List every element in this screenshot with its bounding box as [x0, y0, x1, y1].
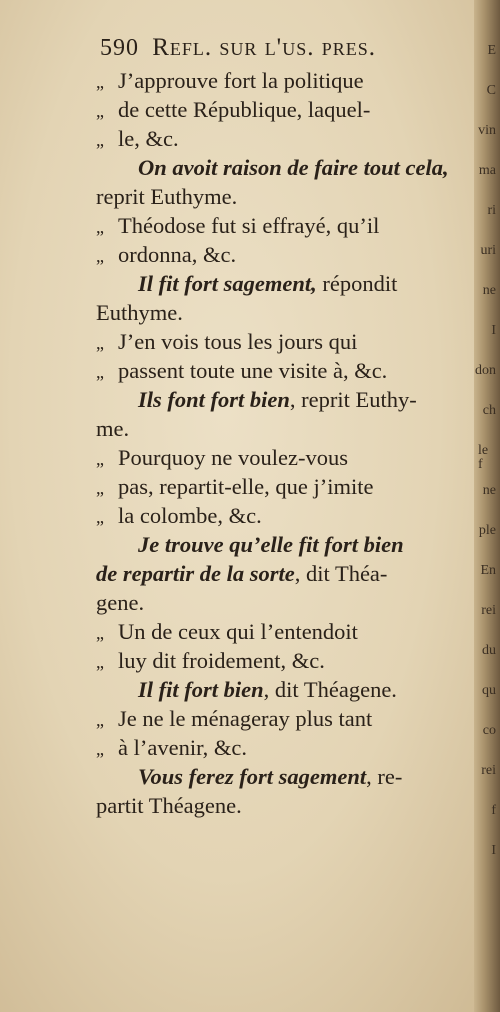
facing-page-edge	[475, 0, 500, 1012]
facing-page-fragment: ne	[482, 283, 496, 298]
facing-page-fragment: ch	[482, 403, 496, 418]
line-text: Je ne le ménageray plus tant	[118, 706, 373, 731]
facing-page-fragment: le f	[478, 443, 489, 472]
facing-page-fragment: qu	[482, 683, 496, 698]
text-line	[96, 211, 474, 240]
facing-page-fragment: I	[491, 323, 496, 338]
text-line	[96, 559, 474, 588]
text-line	[96, 472, 474, 501]
facing-page-fragment: du	[482, 643, 496, 658]
line-text: , dit Théagene.	[263, 677, 397, 702]
quote-mark: „	[96, 507, 104, 527]
text-line	[96, 327, 474, 356]
line-text: passent toute une visite à, &c.	[118, 358, 388, 383]
facing-page-fragment: co	[482, 723, 496, 738]
text-line	[96, 733, 474, 762]
text-line	[96, 182, 474, 211]
text-line	[96, 443, 474, 472]
text-line	[96, 762, 474, 791]
quote-mark: „	[96, 362, 104, 382]
line-text: ordonna, &c.	[118, 242, 237, 267]
quote-mark: „	[96, 623, 104, 643]
text-line	[96, 269, 474, 298]
facing-page-fragment: ne	[482, 483, 496, 498]
line-text: , dit Théa-	[294, 561, 388, 586]
quote-mark: „	[96, 710, 104, 730]
text-line	[96, 704, 474, 733]
line-text: , reprit Euthy-	[289, 387, 417, 412]
facing-page-fragment: ri	[487, 203, 496, 218]
text-line	[96, 501, 474, 530]
body-text	[96, 66, 474, 820]
line-text: Euthyme.	[96, 300, 183, 325]
quote-mark: „	[96, 72, 104, 92]
line-text: me.	[96, 416, 130, 441]
italic-phrase: Il fit fort sagement,	[138, 271, 317, 296]
quote-mark: „	[96, 449, 104, 469]
text-line	[96, 791, 474, 820]
text-line	[96, 588, 474, 617]
text-line	[96, 646, 474, 675]
line-text: le, &c.	[118, 126, 179, 151]
quote-mark: „	[96, 652, 104, 672]
text-line	[96, 66, 474, 95]
text-line	[96, 530, 474, 559]
facing-page-fragment: f	[491, 803, 496, 818]
page-number: 590	[100, 35, 139, 61]
quote-mark: „	[96, 246, 104, 266]
text-line	[96, 298, 474, 327]
text-line	[96, 414, 474, 443]
text-line	[96, 124, 474, 153]
italic-phrase: On avoit raison de faire tout cela,	[138, 155, 449, 180]
quote-mark: „	[96, 739, 104, 759]
quote-mark: „	[96, 130, 104, 150]
line-text: de cette République, laquel-	[118, 97, 371, 122]
facing-page-fragment: ma	[478, 163, 496, 178]
quote-mark: „	[96, 478, 104, 498]
facing-page-fragment: rei	[481, 763, 496, 778]
text-line	[96, 617, 474, 646]
line-text: Pourquoy ne voulez-vous	[118, 445, 348, 470]
facing-page-fragment: rei	[481, 603, 496, 618]
text-line	[96, 153, 474, 182]
facing-page-fragment: En	[480, 563, 496, 578]
italic-phrase: Ils font fort bien	[138, 387, 290, 412]
facing-page-fragment: vin	[478, 123, 496, 138]
text-line	[96, 95, 474, 124]
running-title: Refl. sur l'us. pres.	[152, 34, 376, 61]
line-text: J’en vois tous les jours qui	[118, 329, 358, 354]
text-line	[96, 385, 474, 414]
line-text: répondit	[316, 271, 398, 296]
line-text: pas, repartit-elle, que j’imite	[118, 474, 374, 499]
line-text: la colombe, &c.	[118, 503, 262, 528]
facing-page-fragment: don	[475, 363, 496, 378]
facing-page-fragment: ple	[478, 523, 496, 538]
line-text: luy dit froidement, &c.	[118, 648, 325, 673]
italic-phrase: de repartir de la sorte	[96, 561, 295, 586]
facing-page-fragment: E	[487, 43, 496, 58]
facing-page-fragment: uri	[480, 243, 496, 258]
line-text: , re-	[366, 764, 403, 789]
italic-phrase: Je trouve qu’elle fit fort bien	[138, 532, 404, 557]
quote-mark: „	[96, 101, 104, 121]
text-line	[96, 675, 474, 704]
line-text: partit Théagene.	[96, 793, 242, 818]
italic-phrase: Il fit fort bien	[138, 677, 264, 702]
line-text: J’approuve fort la politique	[118, 68, 364, 93]
line-text: Un de ceux qui l’entendoit	[118, 619, 358, 644]
italic-phrase: Vous ferez fort sagement	[138, 764, 367, 789]
facing-page-fragment: I	[491, 843, 496, 858]
line-text: Théodose fut si effrayé, qu’il	[118, 213, 380, 238]
text-line	[96, 356, 474, 385]
line-text: reprit Euthyme.	[96, 184, 238, 209]
line-text: gene.	[96, 590, 145, 615]
line-text: à l’avenir, &c.	[118, 735, 248, 760]
quote-mark: „	[96, 333, 104, 353]
running-head	[100, 34, 376, 62]
quote-mark: „	[96, 217, 104, 237]
text-line	[96, 240, 474, 269]
facing-page-fragment: C	[486, 83, 496, 98]
